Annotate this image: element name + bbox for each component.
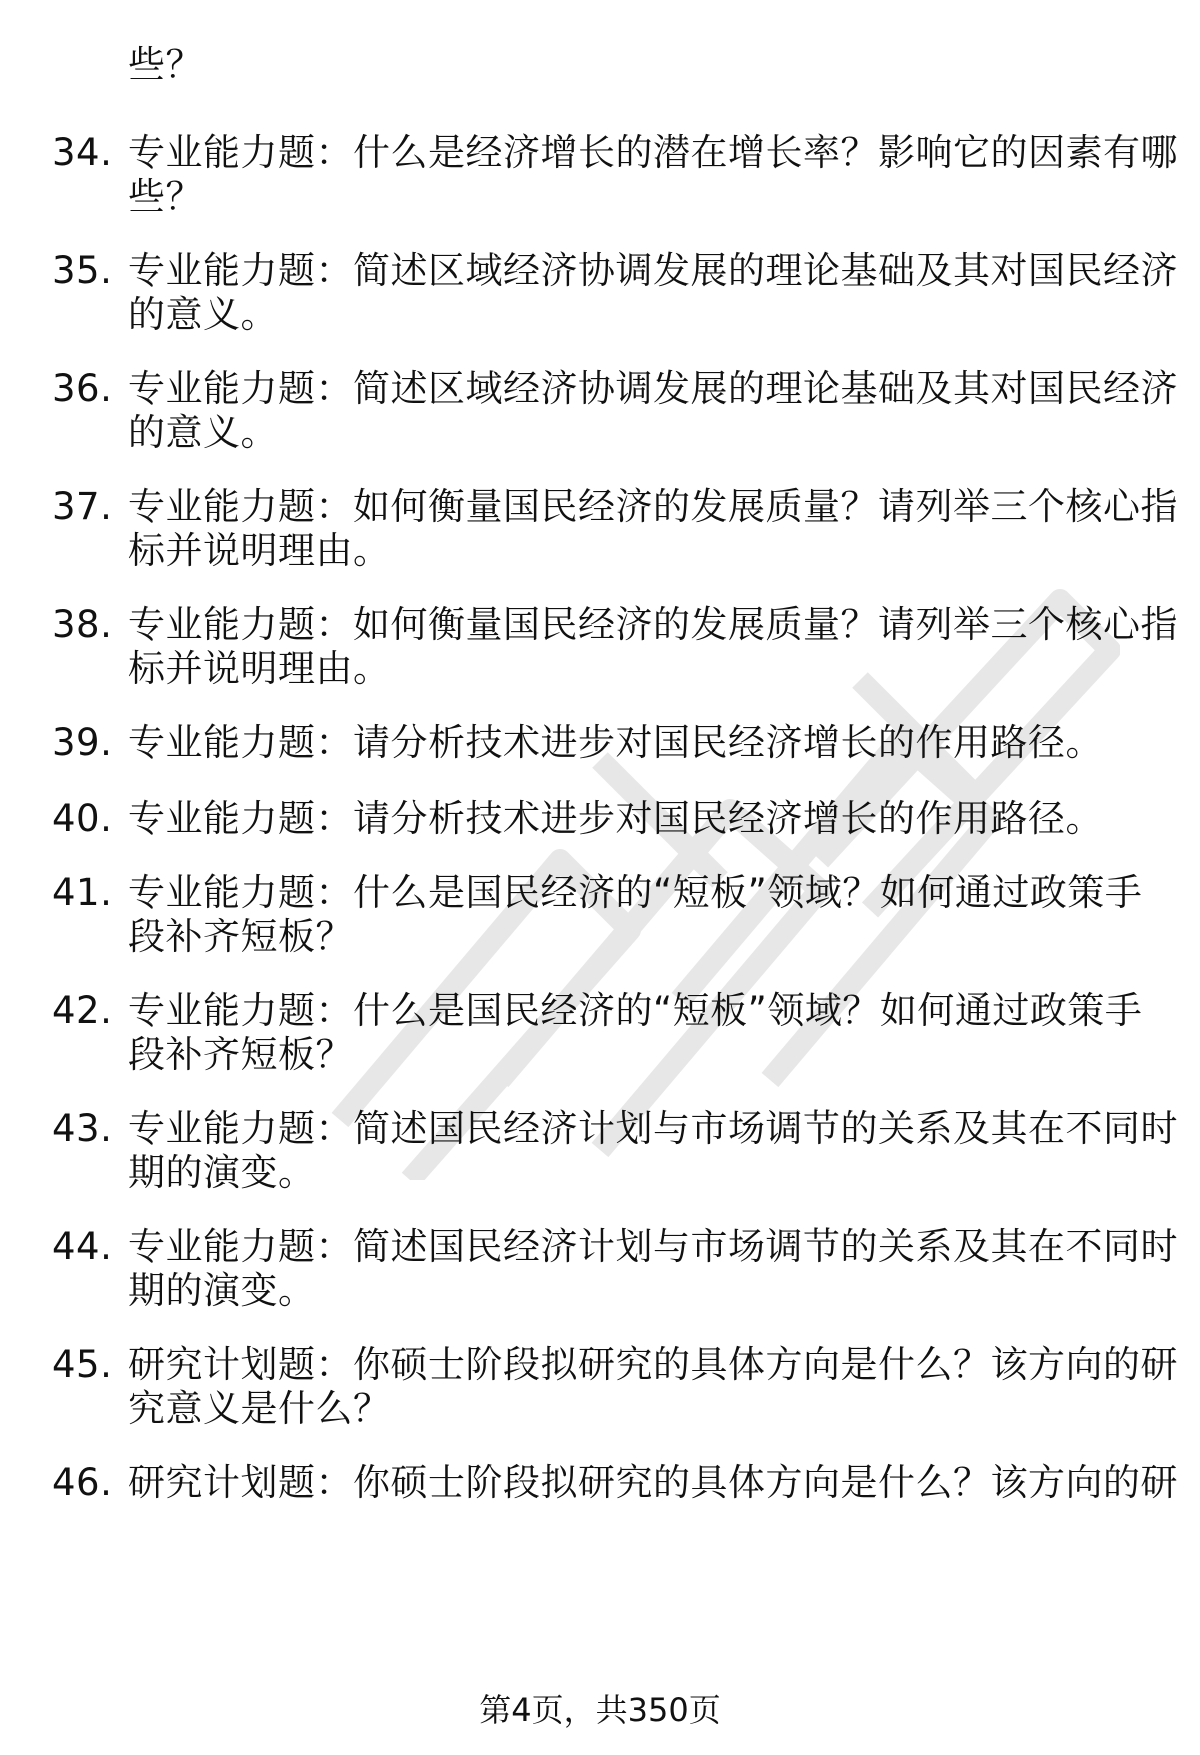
question-number: 46. bbox=[52, 1461, 113, 1504]
question-text-line: 究意义是什么？ bbox=[128, 1387, 391, 1430]
question-text-line: 些？ bbox=[128, 175, 203, 218]
question-text-line: 专业能力题：如何衡量国民经济的发展质量？请列举三个核心指 bbox=[128, 603, 1178, 646]
question-number: 44. bbox=[52, 1225, 113, 1268]
question-text-line: 标并说明理由。 bbox=[128, 647, 391, 690]
question-number: 45. bbox=[52, 1343, 113, 1386]
question-text-line: 期的演变。 bbox=[128, 1269, 316, 1312]
question-number: 42. bbox=[52, 989, 113, 1032]
question-number: 40. bbox=[52, 797, 113, 840]
question-text-line: 研究计划题：你硕士阶段拟研究的具体方向是什么？该方向的研 bbox=[128, 1461, 1178, 1504]
question-text-line: 专业能力题：简述国民经济计划与市场调节的关系及其在不同时 bbox=[128, 1225, 1178, 1268]
question-number: 38. bbox=[52, 603, 113, 646]
question-text-line: 专业能力题：什么是经济增长的潜在增长率？影响它的因素有哪 bbox=[128, 131, 1178, 174]
question-text-line: 段补齐短板？ bbox=[128, 915, 353, 958]
question-text-line: 期的演变。 bbox=[128, 1151, 316, 1194]
question-number: 43. bbox=[52, 1107, 113, 1150]
question-text-line: 标并说明理由。 bbox=[128, 529, 391, 572]
question-text-line: 段补齐短板？ bbox=[128, 1033, 353, 1076]
question-number: 39. bbox=[52, 721, 113, 764]
question-text-line: 专业能力题：简述区域经济协调发展的理论基础及其对国民经济 bbox=[128, 249, 1178, 292]
question-text-line: 的意义。 bbox=[128, 411, 278, 454]
question-number: 34. bbox=[52, 131, 113, 174]
question-number: 41. bbox=[52, 871, 113, 914]
question-number: 36. bbox=[52, 367, 113, 410]
page-footer: 第4页，共350页 bbox=[479, 1691, 721, 1729]
question-text-line: 的意义。 bbox=[128, 293, 278, 336]
question-number: 37. bbox=[52, 485, 113, 528]
question-number: 35. bbox=[52, 249, 113, 292]
question-text-line: 专业能力题：如何衡量国民经济的发展质量？请列举三个核心指 bbox=[128, 485, 1178, 528]
question-text-line: 专业能力题：什么是国民经济的“短板”领域？如何通过政策手 bbox=[128, 989, 1143, 1032]
question-text-line: 些？ bbox=[128, 43, 203, 86]
question-text-line: 专业能力题：什么是国民经济的“短板”领域？如何通过政策手 bbox=[128, 871, 1143, 914]
question-text-line: 专业能力题：请分析技术进步对国民经济增长的作用路径。 bbox=[128, 797, 1103, 840]
question-text-line: 专业能力题：简述国民经济计划与市场调节的关系及其在不同时 bbox=[128, 1107, 1178, 1150]
question-text-line: 专业能力题：请分析技术进步对国民经济增长的作用路径。 bbox=[128, 721, 1103, 764]
question-text-line: 专业能力题：简述区域经济协调发展的理论基础及其对国民经济 bbox=[128, 367, 1178, 410]
question-text-line: 研究计划题：你硕士阶段拟研究的具体方向是什么？该方向的研 bbox=[128, 1343, 1178, 1386]
